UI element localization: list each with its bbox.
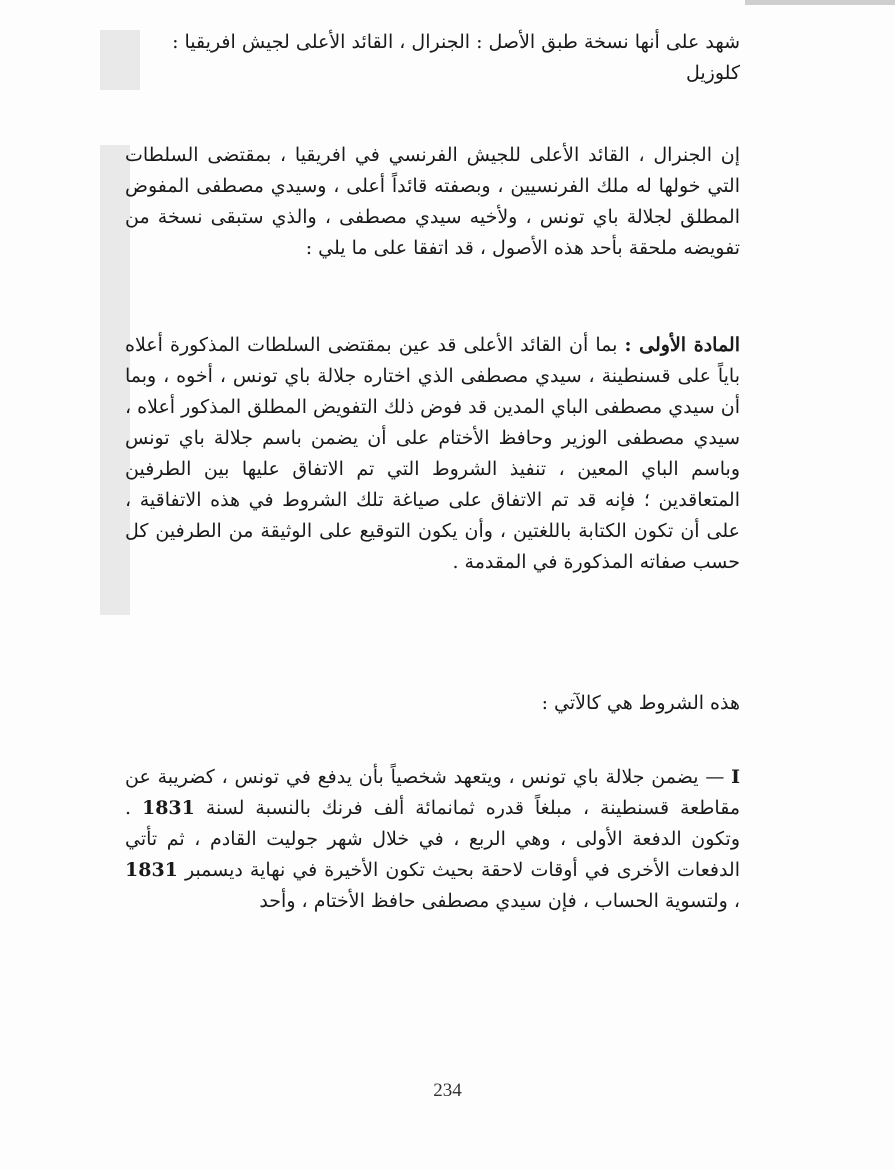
- item-text-c: ، ولتسوية الحساب ، فإن سيدي مصطفى حافظ الأختام ، وأحد: [259, 890, 740, 912]
- attestation-line: شهد على أنها نسخة طبق الأصل : الجنرال ، القائد الأعلى لجيش افريقيا :: [172, 31, 740, 53]
- item-number: I: [731, 766, 740, 788]
- preamble-text: إن الجنرال ، القائد الأعلى للجيش الفرنسي في افريقيا ، بمقتضى السلطات التي خولها له ملك الفرنسيين ، وبصفته قائداً أعلى ، وسيدي مصطفى المفوض المطلق لجلالة باي تونس ، ولأخيه سيدي مصطفى ، والذي ستبقى نسخة من تفويضه ملحقة بأحد هذه الأصول ، قد اتفقا على ما يلي :: [125, 144, 740, 259]
- article-one-body: [125, 330, 740, 578]
- article-one-paragraph: [125, 330, 740, 578]
- year-value: 1831: [141, 797, 195, 819]
- preamble-paragraph: [125, 140, 740, 264]
- year-value-second: 1831: [125, 859, 178, 881]
- item-text-a: يضمن جلالة باي تونس ، ويتعهد شخصياً بأن يدفع في تونس ، كضريبة عن مقاطعة قسنطينة ، مبلغاً قدره ثمانمائة ألف فرنك بالنسبة لسنة: [125, 766, 741, 819]
- page-number: 234: [433, 1080, 462, 1101]
- top-edge-mark: [745, 0, 895, 5]
- conditions-intro: هذه الشروط هي كالآتي :: [541, 692, 740, 714]
- attestation-signatory: كلوزيل: [685, 62, 740, 84]
- item-dash: —: [705, 766, 725, 788]
- condition-item-one-body: [125, 762, 740, 917]
- article-one-heading: المادة الأولى :: [624, 334, 740, 356]
- conditions-intro-paragraph: [125, 688, 740, 719]
- condition-item-one: [125, 762, 740, 917]
- attestation-block: [125, 27, 740, 89]
- item-text-b: . وتكون الدفعة الأولى ، وهي الربع ، في خلال شهر جوليت القادم ، ثم تأتي الدفعات الأخرى في أوقات لاحقة بحيث تكون الأخيرة في نهاية ديسمبر: [125, 797, 740, 881]
- article-one-text: بما أن القائد الأعلى قد عين بمقتضى السلطات المذكورة أعلاه باياً على قسنطينة ، سيدي مصطفى الذي اختاره جلالة باي تونس ، أخوه ، وبما أن سيدي مصطفى الباي المدين قد فوض ذلك التفويض المطلق المذكور أعلاه ، سيدي مصطفى الوزير وحافظ الأختام على أن يضمن باسم جلالة باي تونس وباسم الباي المعين ، تنفيذ الشروط التي تم الاتفاق عليها بين الطرفين المتعاقدين ؛ فإنه قد تم الاتفاق على صياغة تلك الشروط في هذه الاتفاقية ، على أن تكون الكتابة باللغتين ، وأن يكون التوقيع على الوثيقة من الطرفين كل حسب صفاته المذكورة في المقدمة .: [125, 334, 740, 573]
